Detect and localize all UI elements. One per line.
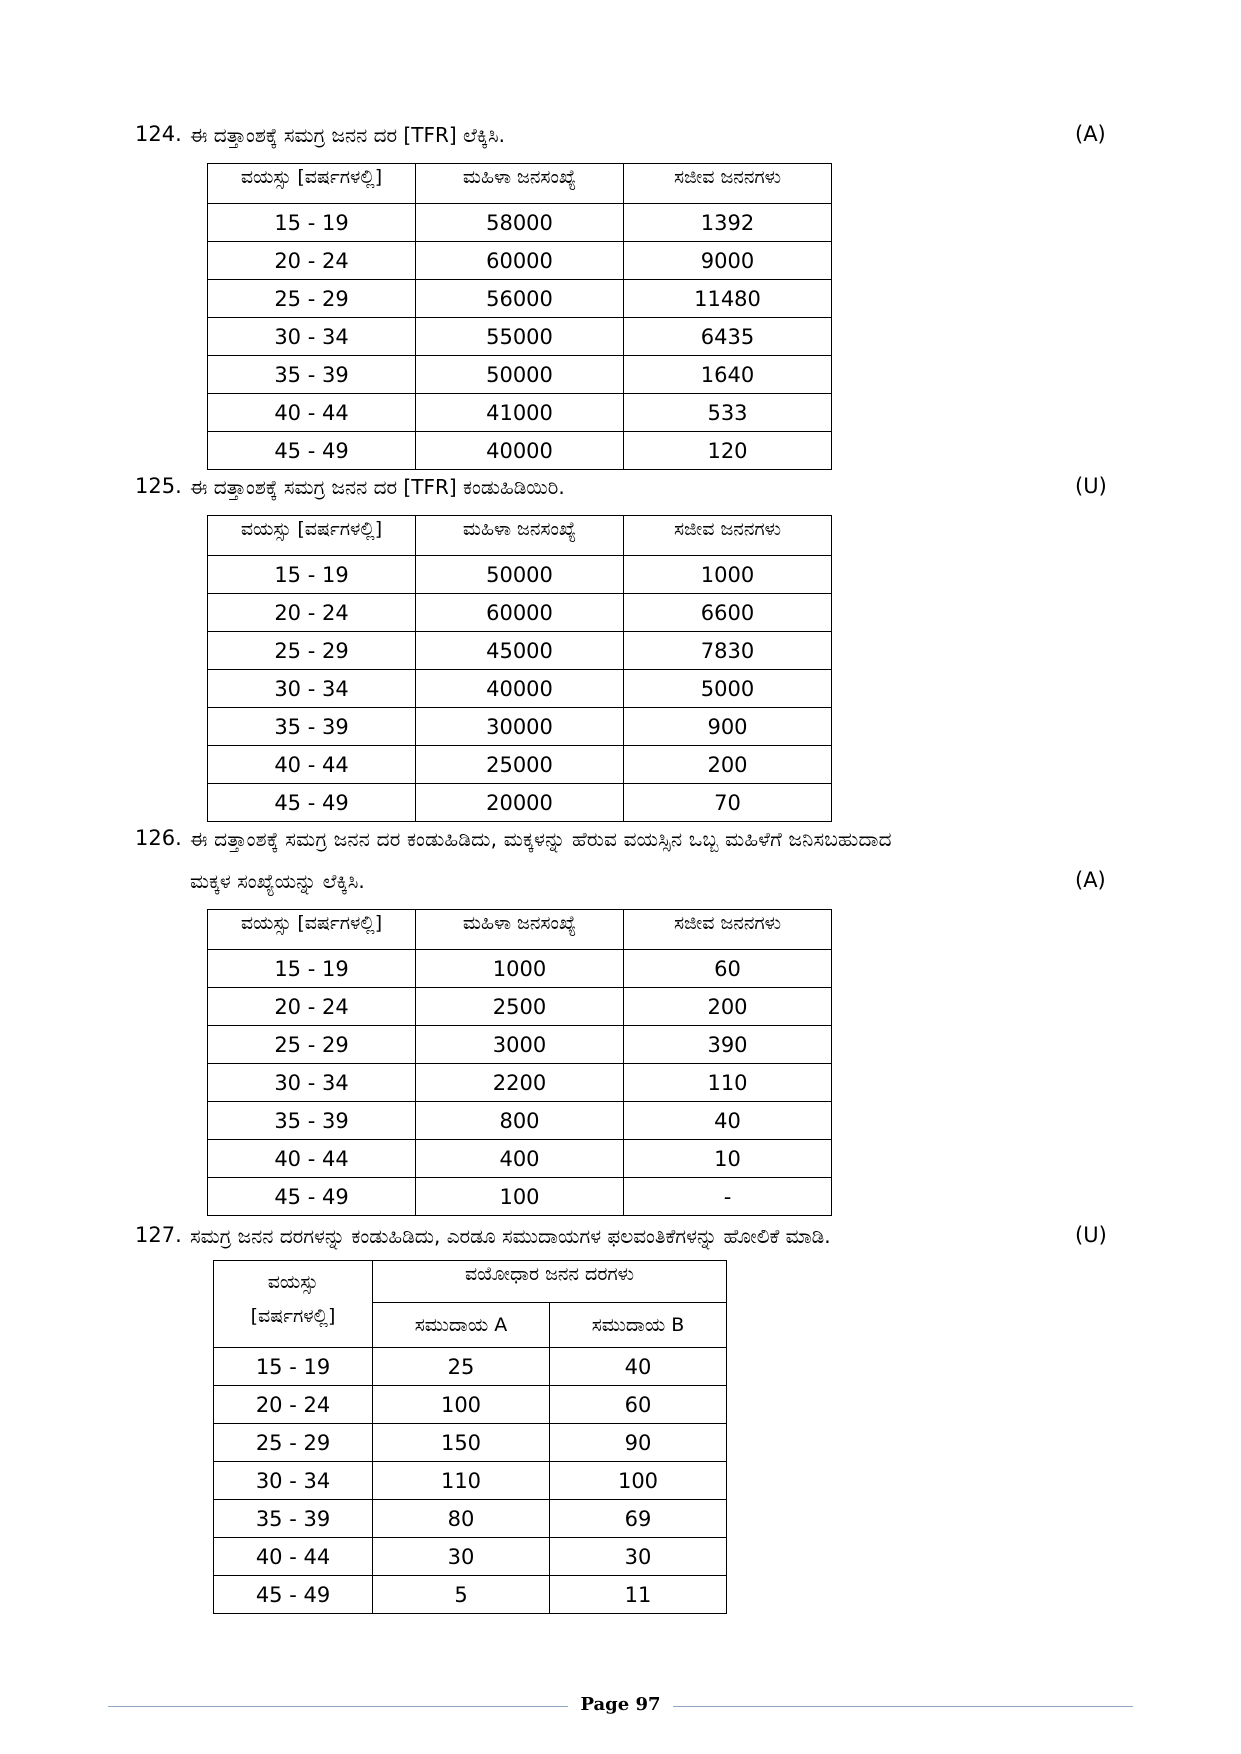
table-cell: 20 - 24: [208, 988, 416, 1026]
table-cell: 25: [373, 1348, 550, 1386]
table-header-cell: ಮಹಿಳಾ ಜನಸಂಖ್ಯೆ: [416, 516, 624, 556]
table-cell: 35 - 39: [208, 1102, 416, 1140]
question-mark-label: (A): [1075, 868, 1106, 892]
table-cell: 69: [550, 1500, 727, 1538]
table-cell: 6600: [624, 594, 832, 632]
table-cell: 60000: [416, 594, 624, 632]
question-text-line2: ಮಕ್ಕಳ ಸಂಖ್ಯೆಯನ್ನು ಲೆಕ್ಕಿಸಿ.: [190, 869, 365, 893]
table-cell: 40000: [416, 432, 624, 470]
table-cell: 30 - 34: [214, 1462, 373, 1500]
data-table: [207, 163, 832, 470]
table-cell: 25 - 29: [208, 1026, 416, 1064]
table-cell: 40 - 44: [214, 1538, 373, 1576]
table-header-row: [208, 910, 832, 950]
table-cell: 40: [624, 1102, 832, 1140]
table-cell: 2200: [416, 1064, 624, 1102]
table-row: [208, 242, 832, 280]
question-text: ಈ ದತ್ತಾಂಶಕ್ಕೆ ಸಮಗ್ರ ಜನನ ದರ [TFR] ಕಂಡುಹಿಡಿಯಿರಿ.: [190, 475, 565, 499]
age-header-line1: ವಯಸ್ಸು: [267, 1271, 319, 1293]
table-cell: 900: [624, 708, 832, 746]
table-cell: 25 - 29: [214, 1424, 373, 1462]
page-number: Page 97: [580, 1694, 661, 1715]
question-number: 124.: [135, 122, 182, 146]
table-row: [208, 556, 832, 594]
table-cell: 400: [416, 1140, 624, 1178]
table-cell: 35 - 39: [208, 708, 416, 746]
table-cell: 45000: [416, 632, 624, 670]
table-cell: 150: [373, 1424, 550, 1462]
table-cell: 45 - 49: [208, 432, 416, 470]
table-row: [208, 1064, 832, 1102]
table-cell: 70: [624, 784, 832, 822]
table-cell: 30: [373, 1538, 550, 1576]
table-cell: 25 - 29: [208, 632, 416, 670]
table-cell: 6435: [624, 318, 832, 356]
table-row: [208, 950, 832, 988]
table-cell: 30: [550, 1538, 727, 1576]
table-header-cell: ಸಜೀವ ಜನನಗಳು: [624, 164, 832, 204]
table-cell: 110: [624, 1064, 832, 1102]
age-header-line2: [ವರ್ಷಗಳಲ್ಲಿ]: [250, 1305, 336, 1327]
table-cell: 25000: [416, 746, 624, 784]
question-text: ಸಮಗ್ರ ಜನನ ದರಗಳನ್ನು ಕಂಡುಹಿಡಿದು, ಎರಡೂ ಸಮುದಾಯಗಳ ಫಲವಂತಿಕೆಗಳನ್ನು ಹೋಲಿಕೆ ಮಾಡಿ.: [190, 1224, 831, 1248]
table-cell: 100: [416, 1178, 624, 1216]
table-cell: 20 - 24: [214, 1386, 373, 1424]
table-cell: 41000: [416, 394, 624, 432]
table-cell: 35 - 39: [208, 356, 416, 394]
table-cell: 40 - 44: [208, 746, 416, 784]
table-cell: 11480: [624, 280, 832, 318]
table-row: [208, 1140, 832, 1178]
table-cell: 1640: [624, 356, 832, 394]
table-header-cell: ಸಜೀವ ಜನನಗಳು: [624, 516, 832, 556]
table-cell: 100: [550, 1462, 727, 1500]
table-cell: 10: [624, 1140, 832, 1178]
table-row: [208, 204, 832, 242]
table-cell: 25 - 29: [208, 280, 416, 318]
table-cell: 50000: [416, 356, 624, 394]
table-row: [208, 432, 832, 470]
question-number: 127.: [135, 1223, 182, 1247]
table-cell: 55000: [416, 318, 624, 356]
table-cell: 20 - 24: [208, 242, 416, 280]
data-table-community: [213, 1260, 727, 1614]
question-mark-label: (U): [1075, 1223, 1107, 1247]
table-cell: 60000: [416, 242, 624, 280]
table-row: [208, 318, 832, 356]
table-cell: 533: [624, 394, 832, 432]
question-mark-label: (A): [1075, 122, 1106, 146]
table-cell: 60: [624, 950, 832, 988]
table-row: [208, 356, 832, 394]
table-row: [214, 1424, 727, 1462]
table-cell: 40000: [416, 670, 624, 708]
table-cell: 35 - 39: [214, 1500, 373, 1538]
table-cell: 20000: [416, 784, 624, 822]
table-header-cell: ಸಮುದಾಯ A: [373, 1302, 550, 1347]
table-header-cell: ವಯಸ್ಸು [ವರ್ಷಗಳಲ್ಲಿ]: [208, 516, 416, 556]
table-row: [208, 988, 832, 1026]
table-cell: 45 - 49: [208, 784, 416, 822]
table-cell: 1000: [416, 950, 624, 988]
table-cell: 30 - 34: [208, 1064, 416, 1102]
table-cell: -: [624, 1178, 832, 1216]
table-header-cell-age: [214, 1261, 373, 1348]
table-cell: 200: [624, 746, 832, 784]
table-row: [214, 1576, 727, 1614]
table-cell: 40: [550, 1348, 727, 1386]
table-cell: 60: [550, 1386, 727, 1424]
question-text-line1: ಈ ದತ್ತಾಂಶಕ್ಕೆ ಸಮಗ್ರ ಜನನ ದರ ಕಂಡುಹಿಡಿದು, ಮಕ್ಕಳನ್ನು ಹೆರುವ ವಯಸ್ಸಿನ ಒಬ್ಬ ಮಹಿಳೆಗೆ ಜನಿಸಬಹುದಾದ: [190, 827, 892, 851]
table-row: [214, 1500, 727, 1538]
table-header-cell-group: ವಯೋಧಾರ ಜನನ ದರಗಳು: [373, 1261, 727, 1303]
table-row: [208, 1102, 832, 1140]
table-cell: 58000: [416, 204, 624, 242]
table-cell: 5: [373, 1576, 550, 1614]
table-row: [208, 594, 832, 632]
table-cell: 2500: [416, 988, 624, 1026]
table-cell: 1392: [624, 204, 832, 242]
table-cell: 15 - 19: [208, 950, 416, 988]
table-header-row: [214, 1261, 727, 1303]
table-cell: 15 - 19: [214, 1348, 373, 1386]
table-header-cell: ಮಹಿಳಾ ಜನಸಂಖ್ಯೆ: [416, 164, 624, 204]
table-cell: 30 - 34: [208, 670, 416, 708]
table-cell: 30000: [416, 708, 624, 746]
table-row: [214, 1538, 727, 1576]
data-table: [207, 515, 832, 822]
question-text: ಈ ದತ್ತಾಂಶಕ್ಕೆ ಸಮಗ್ರ ಜನನ ದರ [TFR] ಲೆಕ್ಕಿಸಿ.: [190, 123, 506, 147]
table-header-cell: ವಯಸ್ಸು [ವರ್ಷಗಳಲ್ಲಿ]: [208, 164, 416, 204]
table-row: [208, 708, 832, 746]
table-cell: 45 - 49: [208, 1178, 416, 1216]
question-mark-label: (U): [1075, 474, 1107, 498]
table-row: [214, 1348, 727, 1386]
data-table: [207, 909, 832, 1216]
table-row: [208, 670, 832, 708]
table-cell: 1000: [624, 556, 832, 594]
table-row: [208, 280, 832, 318]
question-number: 126.: [135, 826, 182, 850]
table-cell: 30 - 34: [208, 318, 416, 356]
table-row: [214, 1386, 727, 1424]
table-cell: 9000: [624, 242, 832, 280]
table-header-cell: ಸಜೀವ ಜನನಗಳು: [624, 910, 832, 950]
table-cell: 100: [373, 1386, 550, 1424]
table-cell: 120: [624, 432, 832, 470]
table-cell: 390: [624, 1026, 832, 1064]
table-cell: 40 - 44: [208, 1140, 416, 1178]
table-cell: 15 - 19: [208, 204, 416, 242]
table-header-cell: ಮಹಿಳಾ ಜನಸಂಖ್ಯೆ: [416, 910, 624, 950]
table-cell: 5000: [624, 670, 832, 708]
table-header-cell: ಸಮುದಾಯ B: [550, 1302, 727, 1347]
table-header-row: [208, 516, 832, 556]
table-cell: 3000: [416, 1026, 624, 1064]
table-row: [208, 394, 832, 432]
table-row: [208, 746, 832, 784]
question-number: 125.: [135, 474, 182, 498]
table-cell: 40 - 44: [208, 394, 416, 432]
table-cell: 7830: [624, 632, 832, 670]
table-cell: 90: [550, 1424, 727, 1462]
table-cell: 800: [416, 1102, 624, 1140]
table-row: [208, 1026, 832, 1064]
table-cell: 110: [373, 1462, 550, 1500]
table-row: [208, 1178, 832, 1216]
table-cell: 45 - 49: [214, 1576, 373, 1614]
table-header-cell: ವಯಸ್ಸು [ವರ್ಷಗಳಲ್ಲಿ]: [208, 910, 416, 950]
table-cell: 200: [624, 988, 832, 1026]
table-header-row: [208, 164, 832, 204]
table-cell: 50000: [416, 556, 624, 594]
table-row: [208, 784, 832, 822]
table-cell: 11: [550, 1576, 727, 1614]
table-cell: 56000: [416, 280, 624, 318]
table-cell: 20 - 24: [208, 594, 416, 632]
table-row: [208, 632, 832, 670]
table-row: [214, 1462, 727, 1500]
table-cell: 80: [373, 1500, 550, 1538]
table-cell: 15 - 19: [208, 556, 416, 594]
